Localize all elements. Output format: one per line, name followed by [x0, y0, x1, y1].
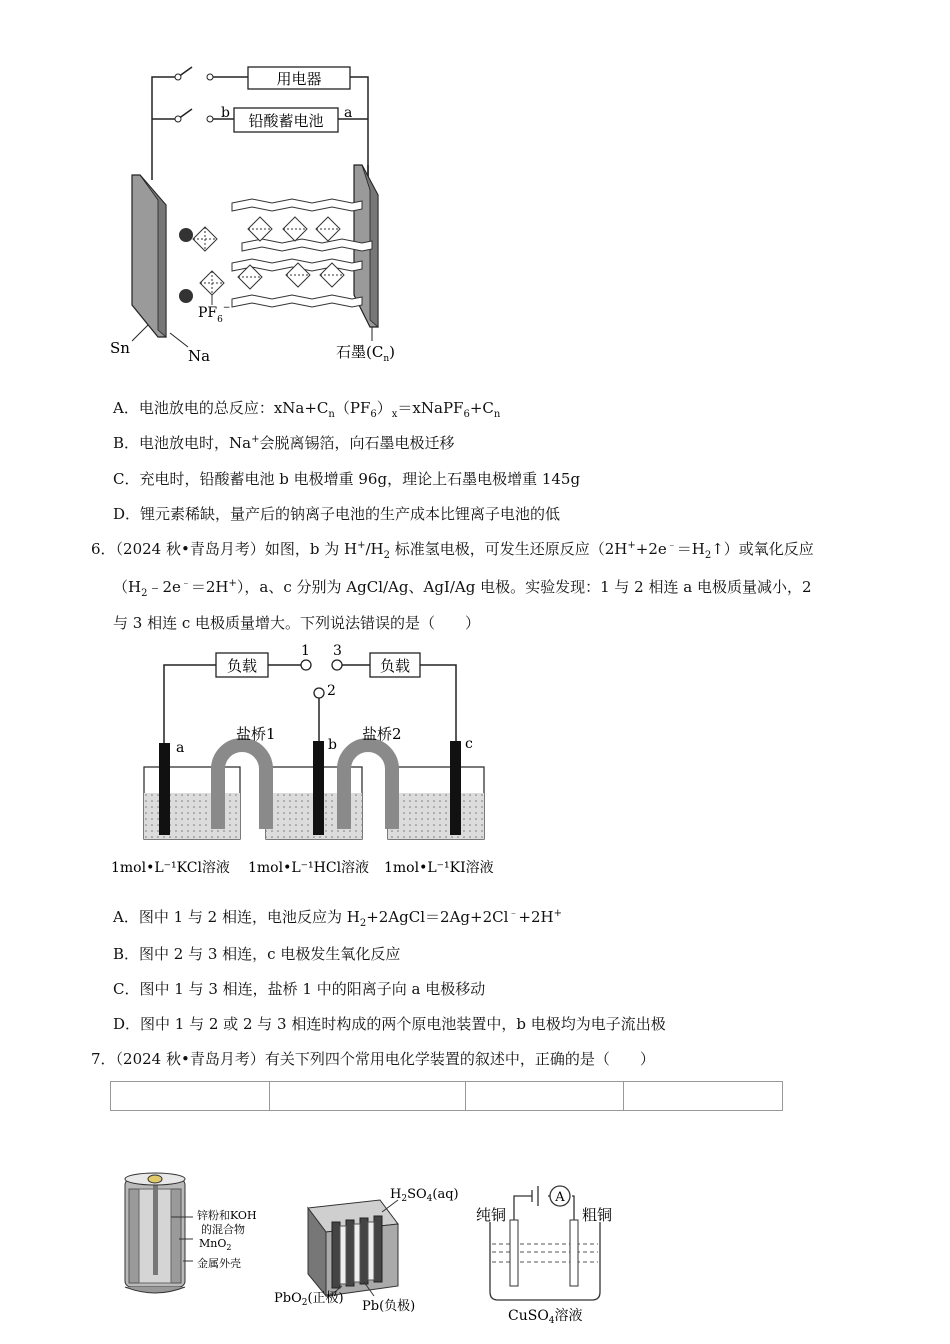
cuso4-label: CuSO$_4$溶液 [508, 1308, 583, 1326]
na-ion-ball [179, 228, 193, 242]
pure-copper-label: 纯铜 [476, 1206, 507, 1224]
na-label: Na [188, 347, 211, 365]
figure-salt-bridge-cells [108, 643, 508, 883]
q6-option-a: A．图中 1 与 2 相连，电池反应为 $H_2+2AgCl=2Ag+2Cl^﹣+2H^+$ [113, 908, 562, 929]
h2so4-label: $H_2SO_4(aq)$ [390, 1187, 459, 1204]
label-b: b [221, 105, 230, 121]
ammeter-label: A [555, 1190, 565, 1205]
q5-option-d: D．锂元素稀缺，量产后的钠离子电池的生产成本比锂离子电池的低 [113, 505, 561, 523]
q5-option-b: B．电池放电时，Na+会脱离锡箔，向石墨电极迁移 [113, 434, 455, 452]
figure-alkaline-battery [115, 1165, 280, 1300]
sol-ki-label: 1mol•L⁻¹KI溶液 [384, 860, 494, 876]
sn-label: Sn [110, 339, 130, 357]
pure-copper-electrode [510, 1220, 518, 1286]
electrode-b-label: b [328, 737, 337, 753]
q6-option-c: C．图中 1 与 3 相连，盐桥 1 中的阳离子向 a 电极移动 [113, 980, 486, 998]
label-a: a [344, 105, 353, 121]
q6-option-d: D．图中 1 与 2 或 2 与 3 相连时构成的两个原电池装置中，b 电极均为电子流出极 [113, 1015, 666, 1033]
q6-option-b: B．图中 2 与 3 相连，c 电极发生氧化反应 [113, 945, 401, 963]
q7-stem: 7．（2024 秋•青岛月考）有关下列四个常用电化学装置的叙述中，正确的是（ ） [91, 1050, 655, 1068]
q6-stem-line3: 与 3 相连 c 电极质量增大。下列说法错误的是（ ） [113, 614, 481, 632]
device-label: 用电器 [276, 70, 322, 88]
crude-copper-label: 粗铜 [582, 1206, 613, 1224]
bridge1-label: 盐桥1 [236, 725, 276, 743]
terminal-3-label: 3 [333, 643, 342, 659]
bridge2-label: 盐桥2 [362, 725, 402, 743]
mno2-label: MnO$_2$ [199, 1237, 232, 1252]
crude-copper-electrode [570, 1220, 578, 1286]
terminal-1 [301, 660, 311, 670]
q6-stem-line1: 6．（2024 秋•青岛月考）如图，b 为 $H^+/H_2$ 标准氢电极，可发生还原反应$(2H^++2e^﹣=H_2↑)$或氧化反应 [91, 540, 814, 561]
q5-option-c: C．充电时，铅酸蓄电池 b 电极增重 96g，理论上石墨电极增重 145g [113, 470, 581, 488]
na-ion-ball [179, 289, 193, 303]
table-cell [624, 1082, 783, 1111]
electrode-c [450, 741, 461, 835]
pbo2-label: PbO$_2$(正极) [274, 1291, 344, 1308]
terminal-2-label: 2 [327, 683, 336, 699]
load1-label: 负载 [226, 657, 258, 675]
q7-option-table [110, 1081, 783, 1111]
figure-copper-refining [470, 1180, 630, 1330]
q5-option-a: A．电池放电的总反应：$xNa+C_n(PF_6)_x=xNaPF_6+C_n$ [113, 399, 501, 420]
zinc-koh-label-2: 的混合物 [201, 1223, 245, 1236]
terminal-3 [332, 660, 342, 670]
battery-label: 铅酸蓄电池 [248, 112, 324, 130]
sol-hcl-label: 1mol•L⁻¹HCl溶液 [248, 860, 370, 876]
figure-sodium-ion-battery [100, 55, 420, 375]
pf6-label: $PF_6^-$ [198, 303, 231, 325]
terminal-2 [314, 688, 324, 698]
electrode-b [313, 741, 324, 835]
table-cell [111, 1082, 270, 1111]
q6-stem-line2: $(H_2﹣2e^﹣=2H^+)$，a、c 分别为 AgCl/Ag、AgI/Ag 电极。实验发现：1 与 2 相连 a 电极质量减小，2 [113, 578, 812, 599]
pb-label: Pb(负极) [362, 1299, 416, 1314]
zinc-koh-label-1: 锌粉和KOH [197, 1209, 257, 1222]
electrode-a-label: a [176, 740, 185, 756]
table-cell [270, 1082, 466, 1111]
beaker-cuso4 [490, 1222, 600, 1300]
metal-shell-label: 金属外壳 [197, 1257, 241, 1270]
electrode-c-label: c [465, 736, 473, 752]
load2-label: 负载 [379, 657, 411, 675]
table-cell [466, 1082, 624, 1111]
sol-kcl-label: 1mol•L⁻¹KCl溶液 [111, 860, 230, 876]
electrode-a [159, 743, 170, 835]
graphite-label: 石墨$(C_n)$ [336, 343, 395, 364]
figure-lead-acid-battery [270, 1178, 465, 1318]
terminal-1-label: 1 [301, 643, 310, 659]
